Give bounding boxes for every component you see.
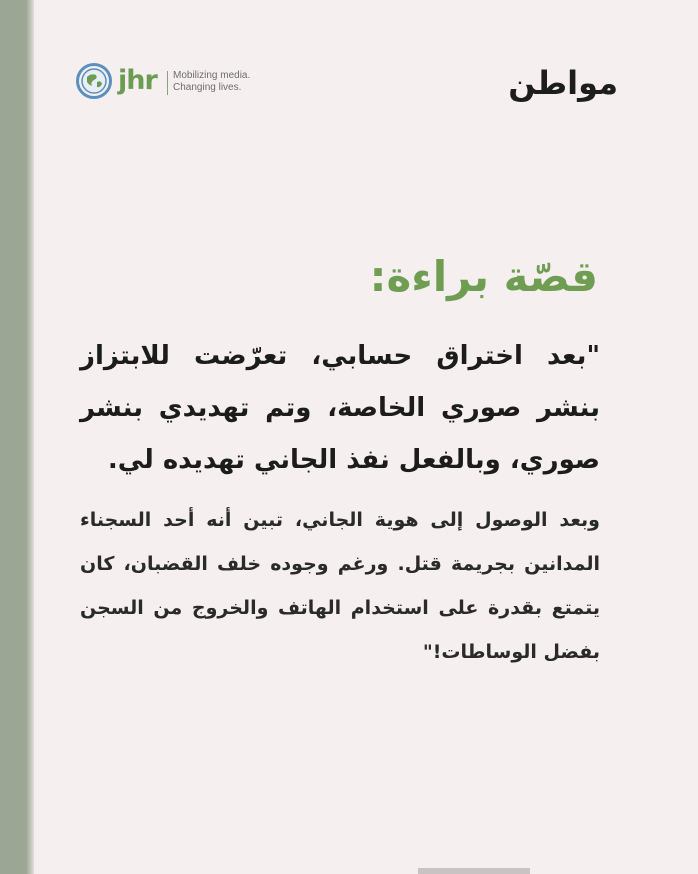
- quote-main-text: "بعد اختراق حسابي، تعرّضت للابتزاز بنشر صوري الخاصة، وتم تهديدي بنشر صوري، وبالفعل نفذ الجاني تهديده لي.: [80, 341, 600, 475]
- globe-icon: [76, 63, 112, 99]
- jhr-divider: [167, 71, 168, 95]
- jhr-tagline: [173, 70, 283, 94]
- bottom-edge-tab: [418, 868, 530, 874]
- jhr-wordmark: jhr: [118, 65, 157, 96]
- muwatin-logo: مواطن: [508, 64, 618, 102]
- quote-sub-text: وبعد الوصول إلى هوية الجاني، تبين أنه أحد السجناء المدانين بجريمة قتل. ورغم وجوده خلف القضبان، كان يتمتع بقدرة على استخدام الهاتف والخروج من السجن بفضل الوساطات!": [80, 509, 600, 663]
- jhr-tagline-line-1: Mobilizing media.: [173, 70, 251, 81]
- jhr-logo: [76, 63, 276, 105]
- paper-torn-edge: [26, 0, 46, 874]
- story-heading: قصّة براءة:: [369, 252, 598, 301]
- jhr-tagline-line-2: Changing lives.: [173, 82, 242, 93]
